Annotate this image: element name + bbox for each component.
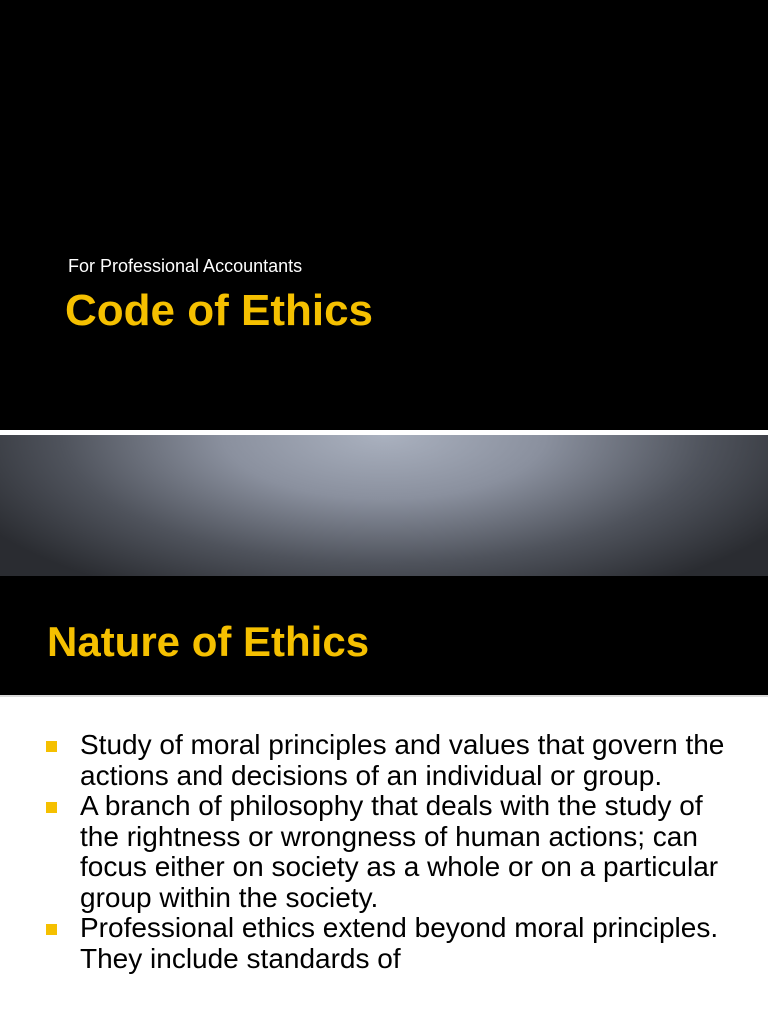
- bullet-item: [0, 791, 768, 913]
- slide-header-gradient: [0, 435, 768, 576]
- square-bullet-icon: [46, 741, 57, 752]
- slide-subtitle: For Professional Accountants: [68, 256, 303, 276]
- bullet-list: [0, 730, 768, 974]
- bullet-text: Professional ethics extend beyond moral principles. They include standards of: [80, 912, 719, 974]
- bullet-item: [0, 730, 768, 791]
- title-slide: [0, 0, 768, 430]
- slide-heading-band: [0, 576, 768, 695]
- square-bullet-icon: [46, 924, 57, 935]
- bullet-text: A branch of philosophy that deals with the study of the rightness or wrongness of human actions; can focus either on society as a whole or on a particular group within the society.: [80, 790, 719, 913]
- square-bullet-icon: [46, 802, 57, 813]
- slide-title: Code of Ethics: [65, 286, 374, 335]
- slide-body: [0, 695, 768, 1024]
- bullet-item: [0, 913, 768, 974]
- bullet-text: Study of moral principles and values that govern the actions and decisions of an individual or group.: [80, 729, 725, 791]
- slide-heading: Nature of Ethics: [47, 618, 370, 665]
